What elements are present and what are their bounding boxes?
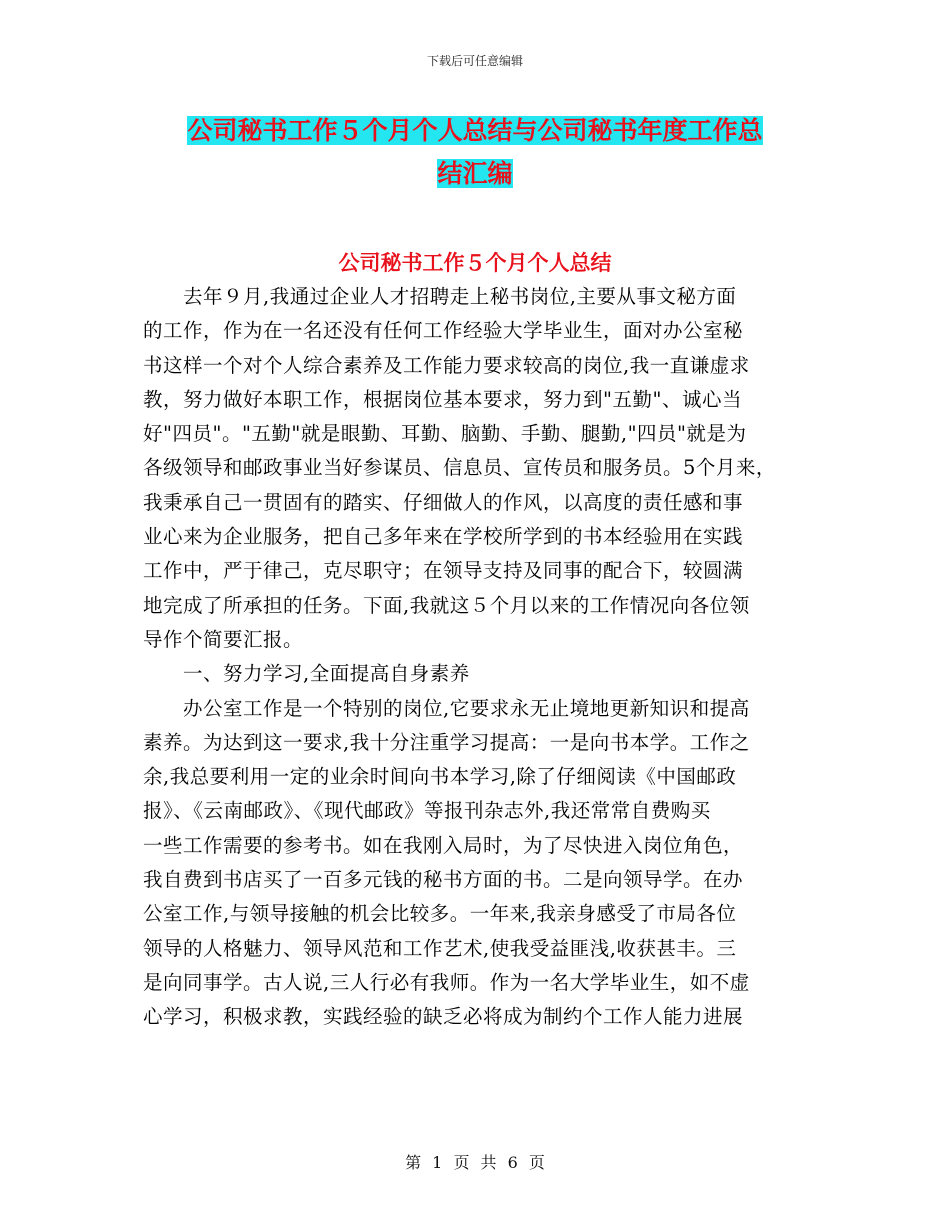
section-title: 公司秘书工作５个月个人总结 (338, 250, 612, 275)
document-title-line-2 (0, 155, 950, 193)
paragraph-line: 办公室工作是一个特别的岗位,它要求永无止境地更新知识和提高 (183, 696, 750, 720)
body-text (143, 280, 843, 1035)
subheading-line: 一、努力学习,全面提高自身素养 (183, 662, 470, 686)
paragraph-line: 各级领导和邮政事业当好参谋员、信息员、宣传员和服务员。5个月来， (143, 456, 776, 480)
header-note: 下载后可任意编辑 (426, 54, 523, 68)
paragraph-line: 教，努力做好本职工作，根据岗位基本要求，努力到"五勤"、诚心当 (143, 387, 742, 411)
paragraph-line: 工作中，严于律己，克尽职守；在领导支持及同事的配合下，较圆满 (143, 559, 744, 583)
paragraph-line: 去年９月,我通过企业人才招聘走上秘书岗位,主要从事文秘方面 (183, 285, 737, 308)
page-number-footer: 第 1 页 共 6 页 (405, 1153, 545, 1172)
paragraph-line: 是向同事学。古人说,三人行必有我师。作为一名大学毕业生，如不虚 (143, 970, 750, 994)
paragraph-line: 公室工作,与领导接触的机会比较多。一年来,我亲身感受了市局各位 (143, 902, 737, 926)
paragraph-line: 报》、《云南邮政》、《现代邮政》等报刊杂志外,我还常常自费购买 (143, 799, 711, 823)
paragraph-line: 一些工作需要的参考书。如在我刚入局时，为了尽快进入岗位角色， (143, 833, 744, 857)
paragraph-line: 好"四员"。"五勤"就是眼勤、耳勤、脑勤、手勤、腿勤,"四员"就是为 (143, 422, 747, 446)
paragraph-line: 导作个简要汇报。 (143, 627, 304, 651)
paragraph-line: 书这样一个对个人综合素养及工作能力要求较高的岗位,我一直谦虚求 (143, 353, 750, 377)
title-highlight-2: 结汇编 (437, 159, 513, 188)
paragraph-line: 素养。为达到这一要求,我十分注重学习提高：一是向书本学。工作之 (143, 730, 750, 754)
paragraph-line: 余,我总要利用一定的业余时间向书本学习,除了仔细阅读《中国邮政 (143, 765, 737, 789)
document-title-line-1 (0, 112, 950, 150)
paragraph-line: 心学习，积极求教，实践经验的缺乏必将成为制约个工作人能力进展 (143, 1005, 744, 1029)
paragraph-line: 领导的人格魅力、领导风范和工作艺术,使我受益匪浅,收获甚丰。三 (143, 936, 737, 960)
title-highlight-1: 公司秘书工作５个月个人总结与公司秘书年度工作总 (187, 116, 763, 145)
paragraph-line: 业心来为企业服务，把自己多年来在学校所学到的书本经验用在实践 (143, 525, 744, 549)
paragraph-line: 地完成了所承担的任务。下面,我就这５个月以来的工作情况向各位领 (143, 593, 750, 617)
paragraph-line: 我自费到书店买了一百多元钱的秘书方面的书。二是向领导学。在办 (143, 868, 744, 892)
paragraph-line: 的工作，作为在一名还没有任何工作经验大学毕业生，面对办公室秘 (143, 319, 744, 343)
paragraph-line: 我秉承自己一贯固有的踏实、仔细做人的作风，以高度的责任感和事 (143, 490, 744, 514)
